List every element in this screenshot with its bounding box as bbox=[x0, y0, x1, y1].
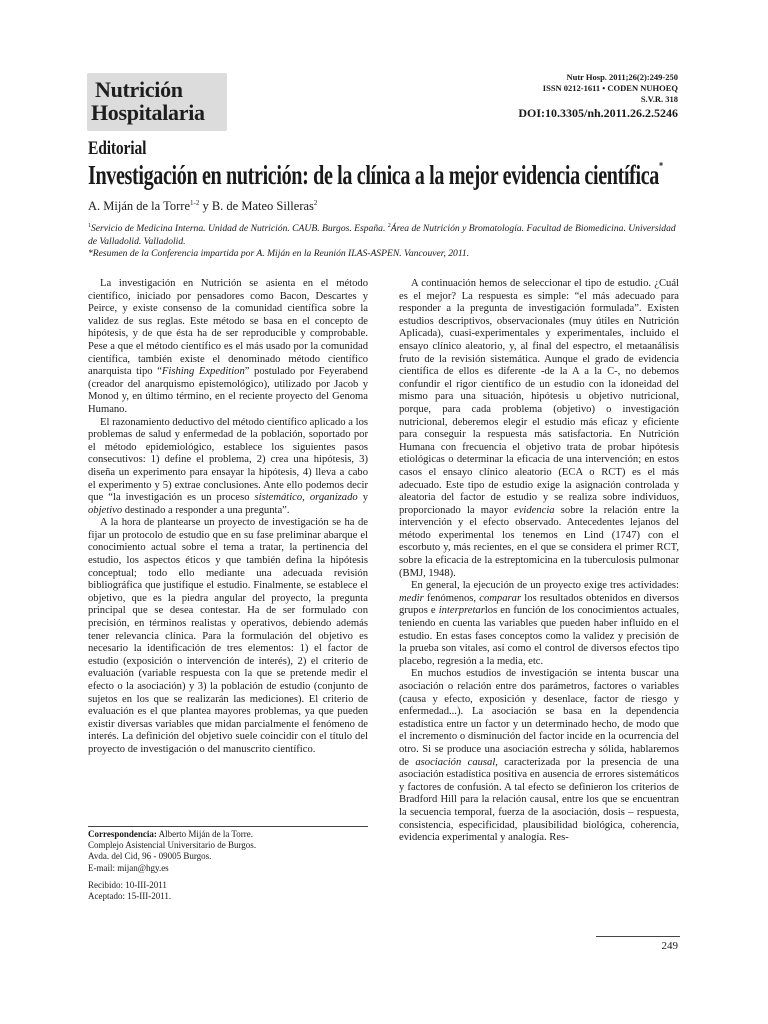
journal-meta bbox=[543, 72, 678, 105]
author-1: A. Miján de la Torre bbox=[88, 199, 190, 214]
aff-1: Servicio de Medicina Interna. Unidad de Nutrición. CAUB. Burgos. España. bbox=[91, 223, 388, 235]
text-run: En general, la ejecución de un proyecto exige tres actividades: bbox=[411, 580, 679, 592]
left-column bbox=[88, 278, 368, 757]
text-run: A continuación hemos de seleccionar el tipo de estudio. ¿Cuál es el mejor? La respuesta es simple: “el más adecuado para responder a la pregunta de investigación formulada”. Existen estudios descriptivos, observacionales (muy útiles en Nutrición Aplicada), cuasi-experimentales y experimentales, incluido el ensayo clínico aleatorio, y, al final del espectro, el metaanálisis fruto de la revisión sistemática. Aunque el grado de evidencia científica de ellos es diferente -de la A a la C-, no debemos confundir el rigor científico de un estudio con la idoneidad del mismo para una situación, hipótesis u objetivo nutricional, porque, para cada problema (objetivo) o investigación nutricional, deberemos elegir el estudio más eficaz y eficiente para conseguir la respuesta más satisfactoria. En Nutrición Humana con frecuencia el objetivo trata de probar hipótesis etiológicas o determinar la eficacia de una intervención; en estos casos el ensayo clínico aleatorio (ECA o RCT) es el más adecuado. Este tipo de estudio exige la asignación controlada y aleatoria del factor de estudio y se realiza sobre individuos, proporcionado la mayor bbox=[399, 278, 679, 516]
aff-sup-1: 1 bbox=[88, 223, 91, 229]
text-run: fenómenos, bbox=[423, 592, 480, 604]
correspondence-address-1: Complejo Asistencial Universitario de Burgos. bbox=[88, 840, 257, 851]
received-date: Recibido: 10-III-2011 bbox=[88, 879, 167, 890]
text-run: los en función de los conocimientos actuales, teniendo en cuenta las variables que pueden haber influido en el estudio. En estas fases conceptos como la validez y precisión de la prueba son vitales, así como el control de diversos efectos tipo placebo, regresión a la media, etc. bbox=[399, 605, 679, 667]
section-label: Editorial bbox=[88, 138, 147, 159]
journal-logo bbox=[87, 73, 227, 131]
text-run: ” postulado por Feyerabend (creador del anarquismo epistemológico), utilizado por Jacob y Monod y, en último término, en el reciente proyecto del Genoma Humano. bbox=[88, 366, 368, 415]
issn: ISSN 0212-1611 • CODEN NUHOEQ bbox=[542, 83, 678, 93]
title-footnote-mark: * bbox=[658, 160, 663, 172]
article-title bbox=[88, 160, 663, 191]
text-run: El razonamiento deductivo del método científico aplicado a los problemas de salud y enfermedad de la población, soportado por el método epidemiológico, establece los siguientes pasos consecutivos: 1) define el problema, 2) crea una hipótesis, 3) diseña un experimento para ensayar la hipótesis, 4) lleva a cabo el experimento y 5) extrae conclusiones. Ante ello podemos decir que “la investigación es un proceso bbox=[88, 416, 368, 504]
paragraph bbox=[88, 417, 368, 518]
journal-logo-line2: Hospitalaria bbox=[91, 100, 205, 125]
authors bbox=[88, 199, 317, 214]
text-run: sobre la relación entre la intervención y el efecto observado. Antecedentes lejanos del método experimental los tenemos en Lind (1747) con el escorbuto y, más recientes, en el que se considera el primer RCT, sobre la eficacia de la estreptomicina en la tuberculosis pulmonar (BMJ, 1948). bbox=[399, 504, 680, 579]
paragraph bbox=[88, 278, 368, 417]
emphasis: comparar bbox=[479, 592, 522, 604]
text-run: La investigación en Nutrición se asienta en el método científico, iniciado por pensadores como Bacon, Descartes y Peirce, y existe consenso de la comunidad científica sobre la validez de sus reglas. Este método se basa en el concepto de hipótesis, y de que ésta ha de ser reproducible y comprobable. Pese a que el método científico es el más usado por la comunidad científica, también existe el denominado método científico anarquista tipo “ bbox=[88, 278, 368, 378]
text-run: los resultados obtenidos en diversos grupos e bbox=[399, 592, 679, 617]
text-run: En muchos estudios de investigación se intenta buscar una asociación o relación entre dos parámetros, factores o variables (causa y efecto, exposición y desenlace, factor de riesgo y enfermedad...). La asociación se basa en la dependencia estadística entre un factor y un determinado hecho, de modo que el incremento o disminución del factor incide en la ocurrencia del otro. Si se produce una asociación estrecha y sólida, hablaremos de bbox=[399, 668, 679, 768]
page-number-rule bbox=[596, 936, 680, 937]
right-column bbox=[399, 278, 679, 845]
emphasis: asociación causal bbox=[415, 756, 496, 768]
correspondence-label: Correspondencia: bbox=[88, 829, 157, 839]
emphasis: sistemático, organizado bbox=[254, 492, 358, 504]
emphasis: interpretar bbox=[438, 605, 485, 617]
aff-sup-2: 2 bbox=[387, 223, 391, 229]
correspondence-block bbox=[88, 829, 368, 902]
accepted-date: Aceptado: 15-III-2011. bbox=[88, 891, 172, 902]
text-run: y bbox=[357, 492, 368, 504]
emphasis: evidencia bbox=[514, 504, 555, 516]
correspondence-name: Alberto Miján de la Torre. bbox=[156, 829, 254, 839]
paragraph: A la hora de plantearse un proyecto de investigación se ha de fijar un protocolo de estudio que en su fase preliminar abarque el conocimiento actual sobre el tema a tratar, la pertinencia del estudio, los aspectos éticos y que también defina la hipótesis conceptual; todo ello mediante una adecuada revisión bibliográfica que justifique el estudio. Finalmente, se establece el objetivo, que es la piedra angular del proyecto, la pregunta principal que se desea contestar. Ha de ser formulado con precisión, en términos realistas y operativos, debiendo además tener relevancia clínica. Para la formulación del objetivo es necesario la identificación de tres elementos: 1) el factor de estudio (exposición o intervención de interés), 2) el criterio de evaluación (variable respuesta con la que se pretende medir el efecto o la asociación) y 3) la población de estudio (conjunto de sujetos en los que se realizarán las mediciones). El criterio de evaluación es el que plantea mayores problemas, ya que pueden existir diversas variables que midan parcialmente el fenómeno de interés. La definición del objetivo suele coincidir con el título del proyecto de investigación o del manuscrito científico. bbox=[88, 517, 368, 755]
author-2: y B. de Mateo Silleras bbox=[199, 199, 314, 214]
text-run: , caracterizada por la presencia de una asociación estadística positiva en ausencia de errores sistemáticos y factores de confusión. A tal efecto se definieron los criterios de Bradford Hill para la relación causal, entre los que se encuentran la secuencia temporal, fuerza de la asociación, dosis – respuesta, consistencia, especificidad, plausibilidad biológica, coherencia, evidencia experimental y analogía. Res- bbox=[399, 756, 679, 844]
author-2-sup: 2 bbox=[313, 199, 318, 207]
paragraph bbox=[399, 278, 679, 580]
emphasis: Fishing Expedition bbox=[161, 366, 245, 378]
text-run: destinado a responder a una pregunta”. bbox=[122, 504, 290, 516]
emphasis: objetivo bbox=[88, 504, 123, 516]
journal-logo-line1: Nutrición bbox=[95, 77, 183, 102]
emphasis: medir bbox=[399, 592, 424, 604]
doi[interactable]: DOI:10.3305/nh.2011.26.2.5246 bbox=[518, 106, 678, 120]
author-1-sup: 1-2 bbox=[190, 199, 200, 207]
aff-2: Área de Nutrición y Bromatología. Facultad de Biomedicina. Universidad de Valladolid. Valladolid. bbox=[88, 223, 676, 247]
conference-note: *Resumen de la Conferencia impartida por A. Miján en la Reunión ILAS-ASPEN. Vancouver, 2011. bbox=[88, 248, 470, 260]
svr: S.V.R. 318 bbox=[640, 94, 678, 104]
page-number: 249 bbox=[661, 940, 678, 952]
paragraph bbox=[399, 668, 679, 844]
affiliations bbox=[88, 220, 680, 261]
correspondence-divider bbox=[88, 826, 368, 827]
correspondence-email[interactable]: E-mail: mijan@hgy.es bbox=[88, 862, 169, 873]
paragraph bbox=[399, 580, 679, 668]
correspondence-address-2: Avda. del Cid, 96 - 09005 Burgos. bbox=[88, 851, 212, 862]
citation: Nutr Hosp. 2011;26(2):249-250 bbox=[566, 72, 678, 82]
article-title-text: Investigación en nutrición: de la clínica a la mejor evidencia científica bbox=[88, 160, 659, 190]
